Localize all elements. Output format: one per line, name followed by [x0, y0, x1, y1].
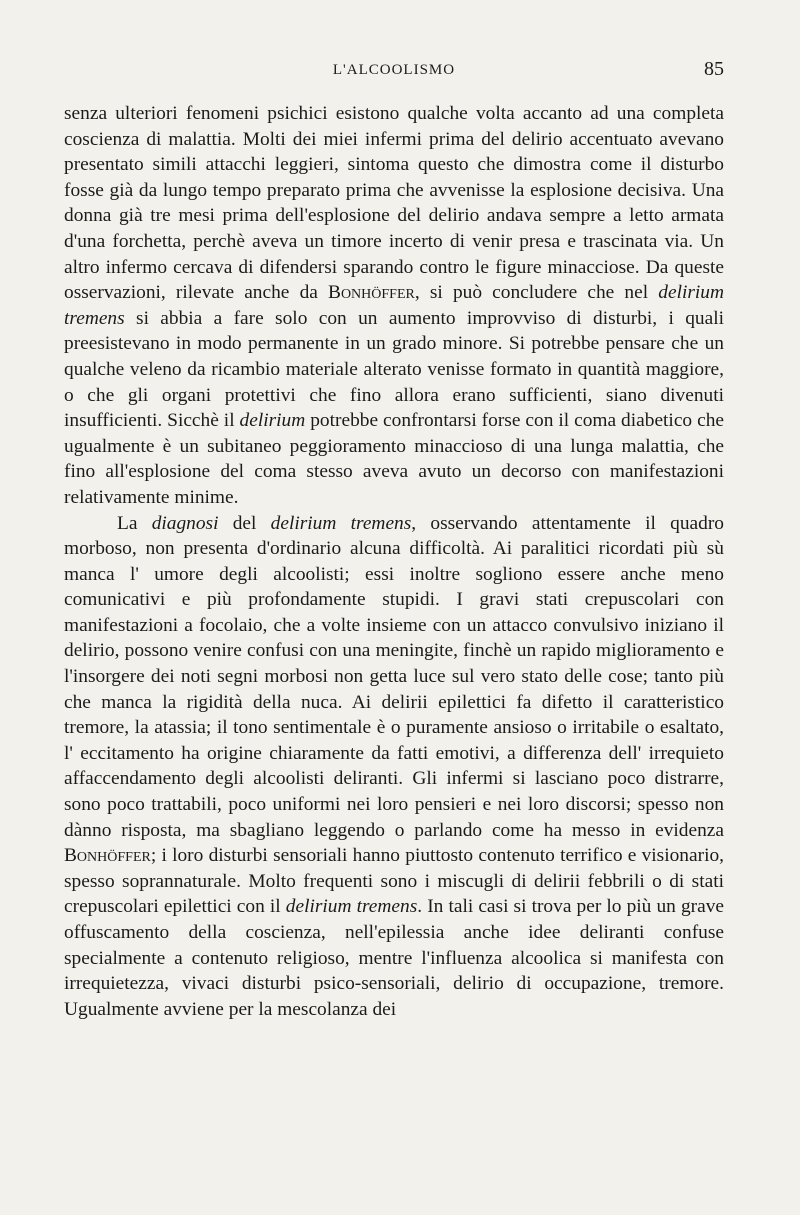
italic-term: diagnosi [151, 512, 219, 534]
text-run: , osservando attentamente il quadro morboso, non presenta d'ordinario alcuna difficoltà. Ai paralitici ricordati più sù manca l' umore degli alcoolisti; essi inoltre sogliono essere anche meno comunicativi e più profondamente stupidi. I gravi stati crepuscolari con manifestazioni a focolaio, che a volte insieme con un attacco convulsivo iniziano il delirio, possono venire confusi con una meningite, finchè un rapido miglioramento e l'insorgere dei noti segni morbosi non getta luce sul vero stato delle cose; tanto più che manca la rigidità della nuca. Ai delirii epilettici fa difetto il caratteristico tremore, la atassia; il tono sentimentale è o puramente ansioso o irritabile o esaltato, l' eccitamento ha origine chiaramente da fatti emotivi, a differenza dell' irrequieto affaccendamento degli alcoolisti deliranti. Gli infermi si lasciano poco distrarre, sono poco trattabili, poco uniformi nei loro pensieri e nei loro discorsi; spesso non dànno risposta, ma sbagliano leggendo o parlando come ha messo in evidenza [64, 512, 724, 841]
text-run: ; i loro disturbi sensoriali hanno piuttosto contenuto terrifico e visionario, spesso soprannaturale. Molto frequenti sono i miscugli di delirii febbrili o di stati crepuscolari epilettici con il [64, 845, 724, 918]
text-run: . In tali casi si trova per lo più un grave offuscamento della coscienza, nell'epilessia anche idee deliranti confuse specialmente a contenuto religioso, mentre l'influenza alcoolica si manifesta con irrequietezza, vivaci disturbi psico-sensoriali, delirio di occupazione, tremore. Ugualmente avviene per la mescolanza dei [64, 896, 724, 1020]
author-name: Bonhöffer [328, 282, 415, 304]
author-name: Bonhöffer [64, 845, 151, 867]
italic-term: delirium tremens [270, 512, 412, 534]
italic-term: delirium [239, 410, 306, 432]
italic-term: delirium tremens [64, 282, 724, 329]
text-run: si abbia a fare solo con un aumento improvviso di disturbi, i quali preesistevano in modo permanente in un grado minore. Si potrebbe pensare che un qualche veleno da ricambio materiale alterato venisse formato in quantità maggiore, o che gli organi protettivi che fino allora erano sufficienti, siano divenuti insufficienti. Sicchè il [64, 307, 724, 432]
body-text [64, 101, 724, 1022]
paragraph-1 [64, 101, 724, 511]
text-run: potrebbe confrontarsi forse con il coma diabetico che ugualmente è un subitaneo peggioramento minaccioso di una lunga malattia, che fino all'esplosione del coma stesso aveva avuto un decorso con manifestazioni relativamente minime. [64, 410, 724, 508]
page-header [64, 58, 724, 90]
paragraph-2 [64, 511, 724, 1023]
text-run: La [117, 512, 152, 534]
running-head: L'ALCOOLISMO [332, 62, 456, 78]
text-run: del [218, 512, 271, 534]
italic-term: delirium tremens [285, 896, 418, 918]
page-number: 85 [704, 58, 724, 80]
text-run: senza ulteriori fenomeni psichici esistono qualche volta accanto ad una completa coscienza di malattia. Molti dei miei infermi prima del delirio accentuato avevano presentato simili attacchi leggieri, sintoma questo che dimostra come il disturbo fosse già da lungo tempo preparato prima che avvenisse la esplosione decisiva. Una donna già tre mesi prima dell'esplosione del delirio andava sempre a letto armata d'una forchetta, perchè aveva un timore incerto di venir presa e trascinata via. Un altro infermo cercava di difendersi sparando contro le figure minacciose. Da queste osservazioni, rilevate anche da [64, 103, 724, 304]
text-run: , si può concludere che nel [414, 282, 659, 304]
